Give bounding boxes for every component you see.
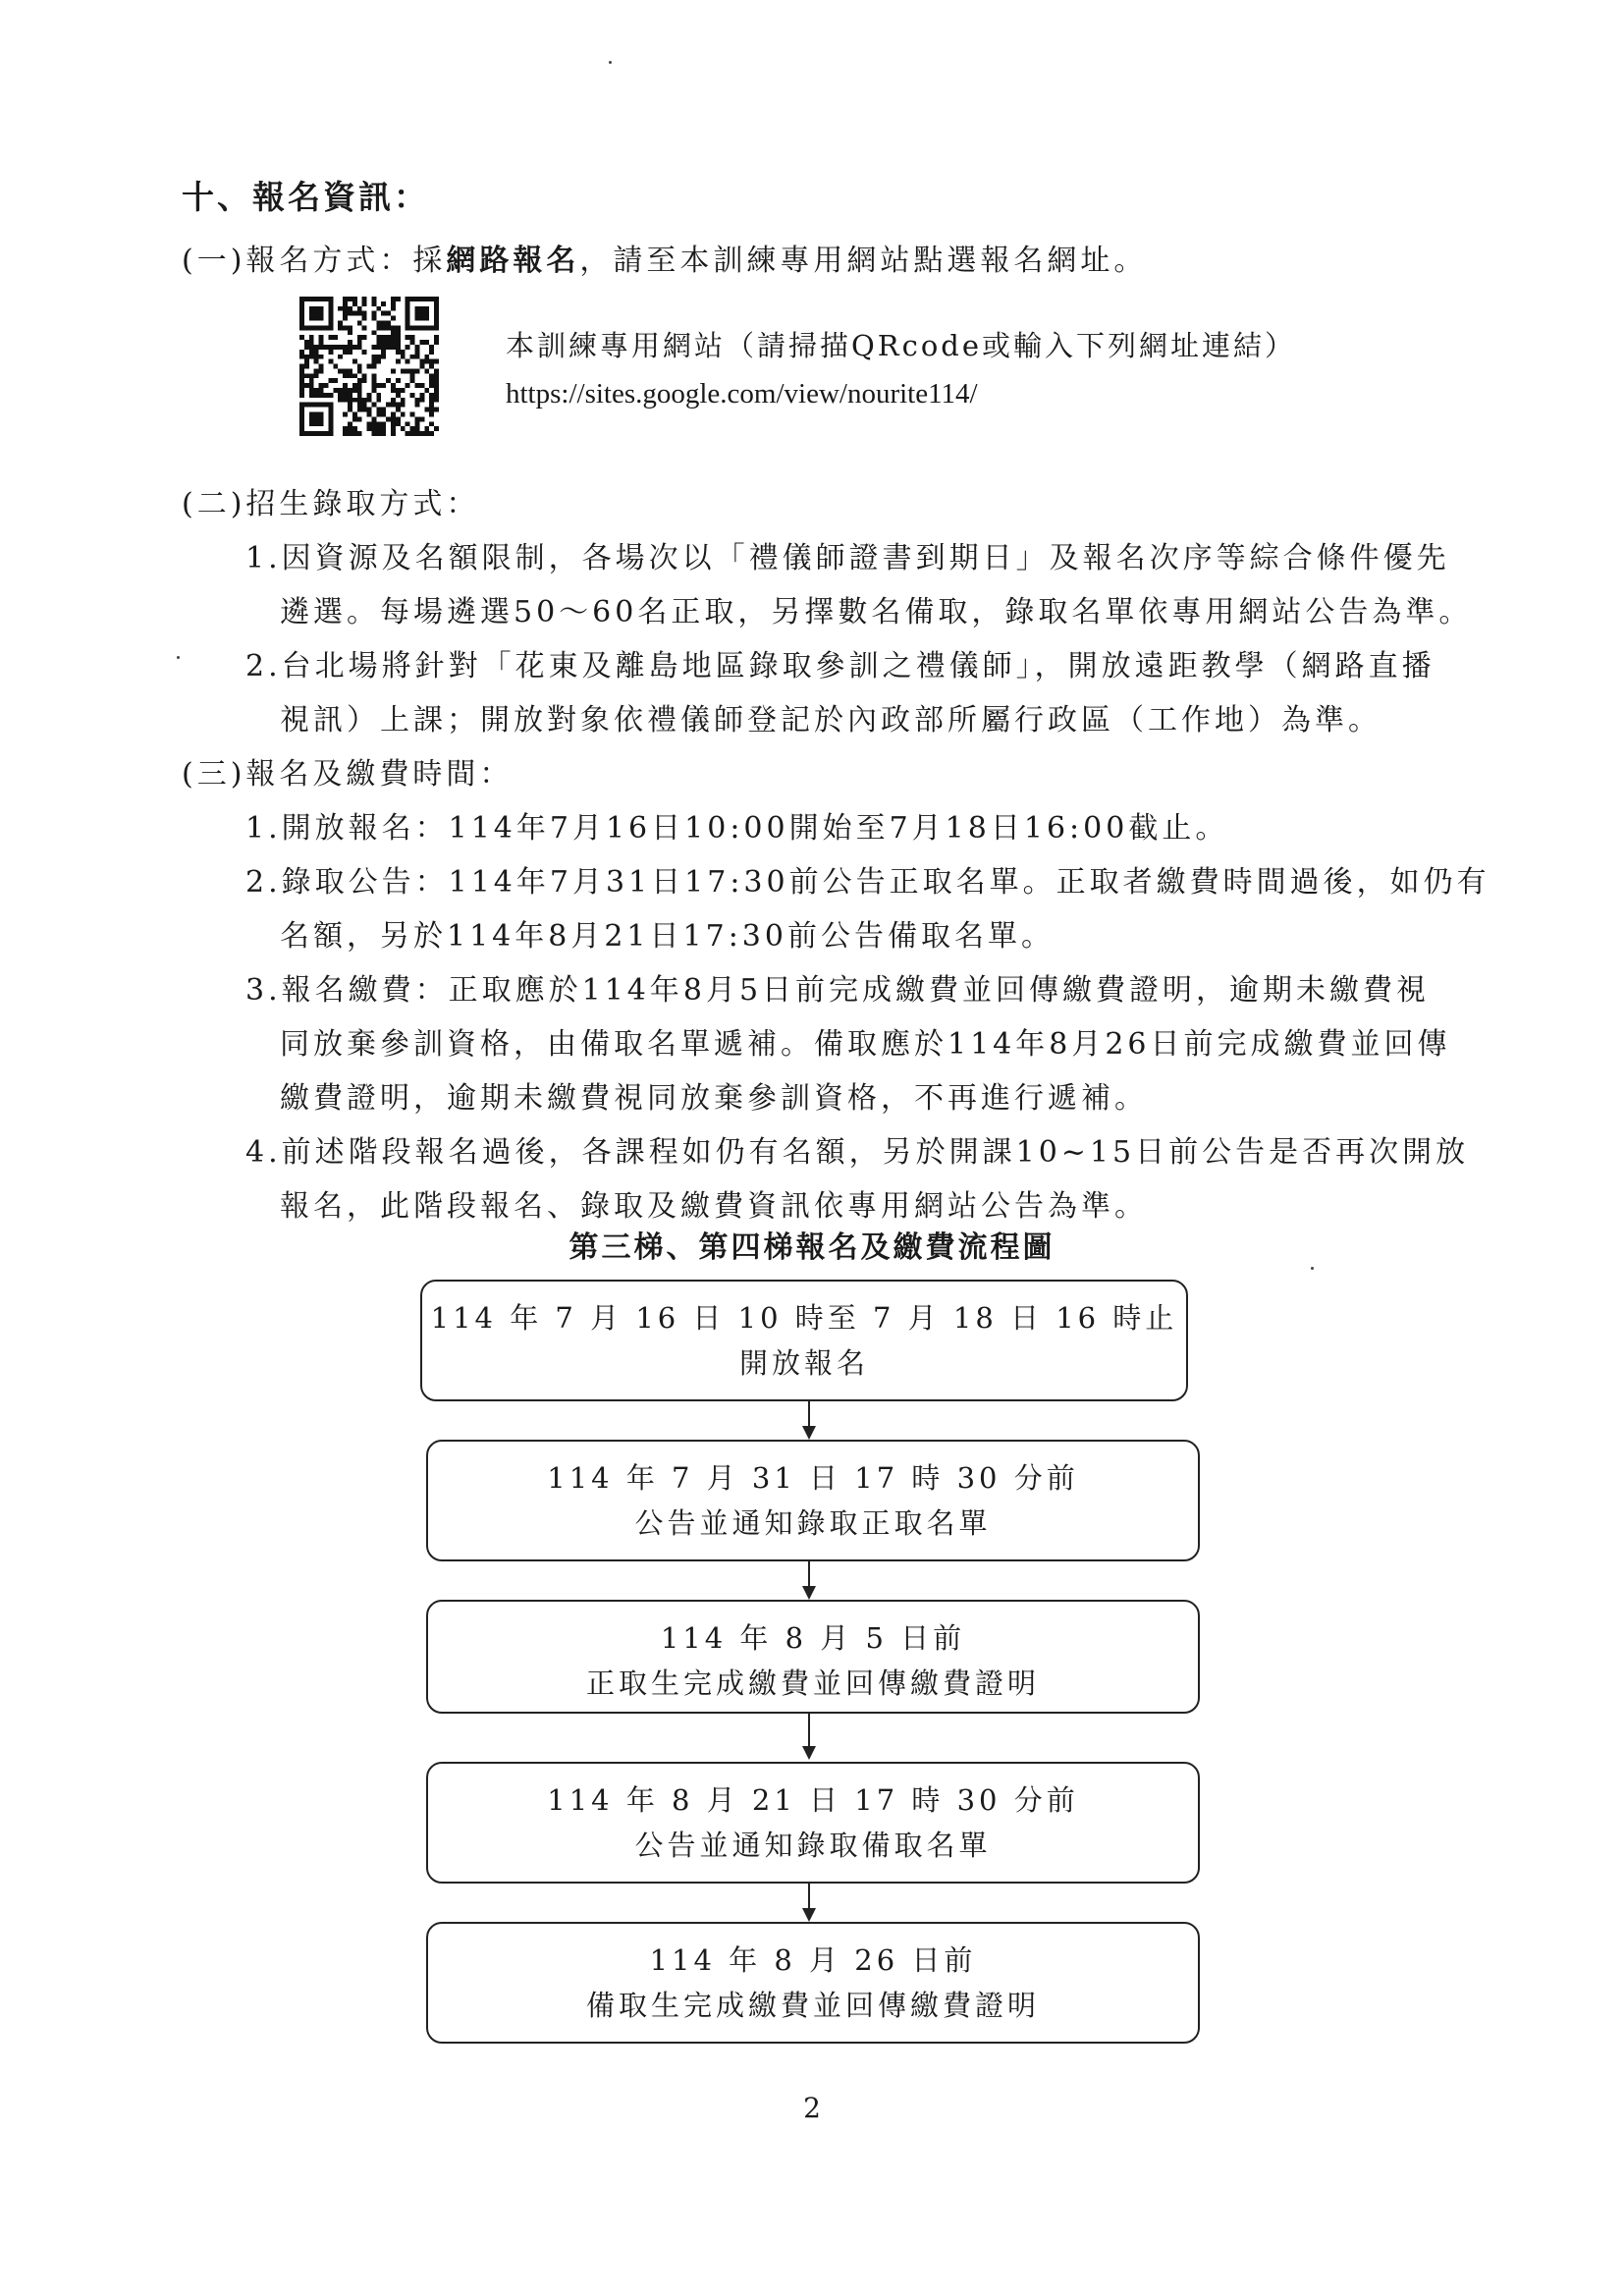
admission-item-1-line-1: 1.因資源及名額限制，各場次以「禮儀師證書到期日」及報名次序等綜合條件優先 [245,541,1450,575]
flow-step-open-registration [420,1280,1188,1401]
flow-step-label: 正取生完成繳費並回傳繳費證明 [585,1667,1040,1700]
arrow-down-icon [802,1586,816,1600]
flow-step-date: 114 年 8 月 26 日前 [649,1943,977,1977]
page-number: 2 [803,2092,821,2124]
section-heading: 十、報名資訊： [182,178,429,216]
admission-item-1-line-2: 遴選。每場遴選50～60名正取，另擇數名備取，錄取名單依專用網站公告為準。 [280,595,1473,629]
schedule-item-3-line-2: 同放棄參訓資格，由備取名單遞補。備取應於114年8月26日前完成繳費並回傳 [280,1027,1451,1062]
schedule-item-3-line-3: 繳費證明，逾期未繳費視同放棄參訓資格，不再進行遞補。 [280,1081,1148,1116]
schedule-item-4-line-1: 4.前述階段報名過後，各課程如仍有名額，另於開課10~15日前公告是否再次開放 [245,1135,1470,1170]
registration-method-suffix: ，請至本訓練專用網站點選報名網址。 [579,244,1148,278]
arrow-down-icon [802,1908,816,1922]
flow-step-label: 開放報名 [738,1346,869,1380]
arrow-down-icon [802,1426,816,1440]
schedule-item-2-line-1: 2.錄取公告：114年7月31日17:30前公告正取名單。正取者繳費時間過後，如仍有 [245,865,1490,900]
flowchart-title: 第三梯、第四梯報名及繳費流程圖 [568,1230,1056,1265]
flow-step-date: 114 年 7 月 31 日 17 時 30 分前 [547,1461,1079,1495]
scan-speck [1311,1267,1314,1270]
flow-step-announce-waitlist [426,1762,1200,1884]
website-url-link[interactable]: https://sites.google.com/view/nourite114/ [506,378,978,410]
admission-method-title: (二)招生錄取方式： [182,487,480,521]
qr-code-icon[interactable] [299,297,439,436]
registration-method-prefix: (一)報名方式：採 [182,244,447,278]
flow-step-label: 公告並通知錄取正取名單 [634,1506,992,1540]
flow-step-label: 公告並通知錄取備取名單 [634,1829,992,1862]
flow-step-date: 114 年 8 月 21 日 17 時 30 分前 [547,1783,1079,1817]
flow-arrow [808,1714,810,1747]
scan-speck [177,656,180,659]
flow-step-admitted-payment [426,1600,1200,1714]
flow-step-date: 114 年 7 月 16 日 10 時至 7 月 18 日 16 時止 [430,1301,1178,1335]
admission-item-2-line-1: 2.台北場將針對「花東及離島地區錄取參訓之禮儀師」，開放遠距教學（網路直播 [245,649,1435,683]
schedule-item-2-line-2: 名額，另於114年8月21日17:30前公告備取名單。 [280,919,1055,954]
website-label: 本訓練專用網站（請掃描QRcode或輸入下列網址連結） [506,329,1297,362]
flow-step-label: 備取生完成繳費並回傳繳費證明 [585,1989,1040,2022]
scan-speck [609,61,612,64]
schedule-title: (三)報名及繳費時間： [182,757,514,792]
flow-step-announce-admitted [426,1440,1200,1561]
admission-item-2-line-2: 視訊）上課；開放對象依禮儀師登記於內政部所屬行政區（工作地）為準。 [280,703,1381,738]
registration-method-bold: 網路報名 [446,244,580,278]
schedule-item-1: 1.開放報名：114年7月16日10:00開始至7月18日16:00截止。 [245,811,1229,846]
schedule-item-3-line-1: 3.報名繳費：正取應於114年8月5日前完成繳費並回傳繳費證明，逾期未繳費視 [245,973,1431,1008]
flow-step-date: 114 年 8 月 5 日前 [660,1621,966,1655]
arrow-down-icon [802,1746,816,1760]
registration-method [182,236,1147,279]
flow-step-waitlist-payment [426,1922,1200,2044]
schedule-item-4-line-2: 報名，此階段報名、錄取及繳費資訊依專用網站公告為準。 [280,1189,1148,1224]
